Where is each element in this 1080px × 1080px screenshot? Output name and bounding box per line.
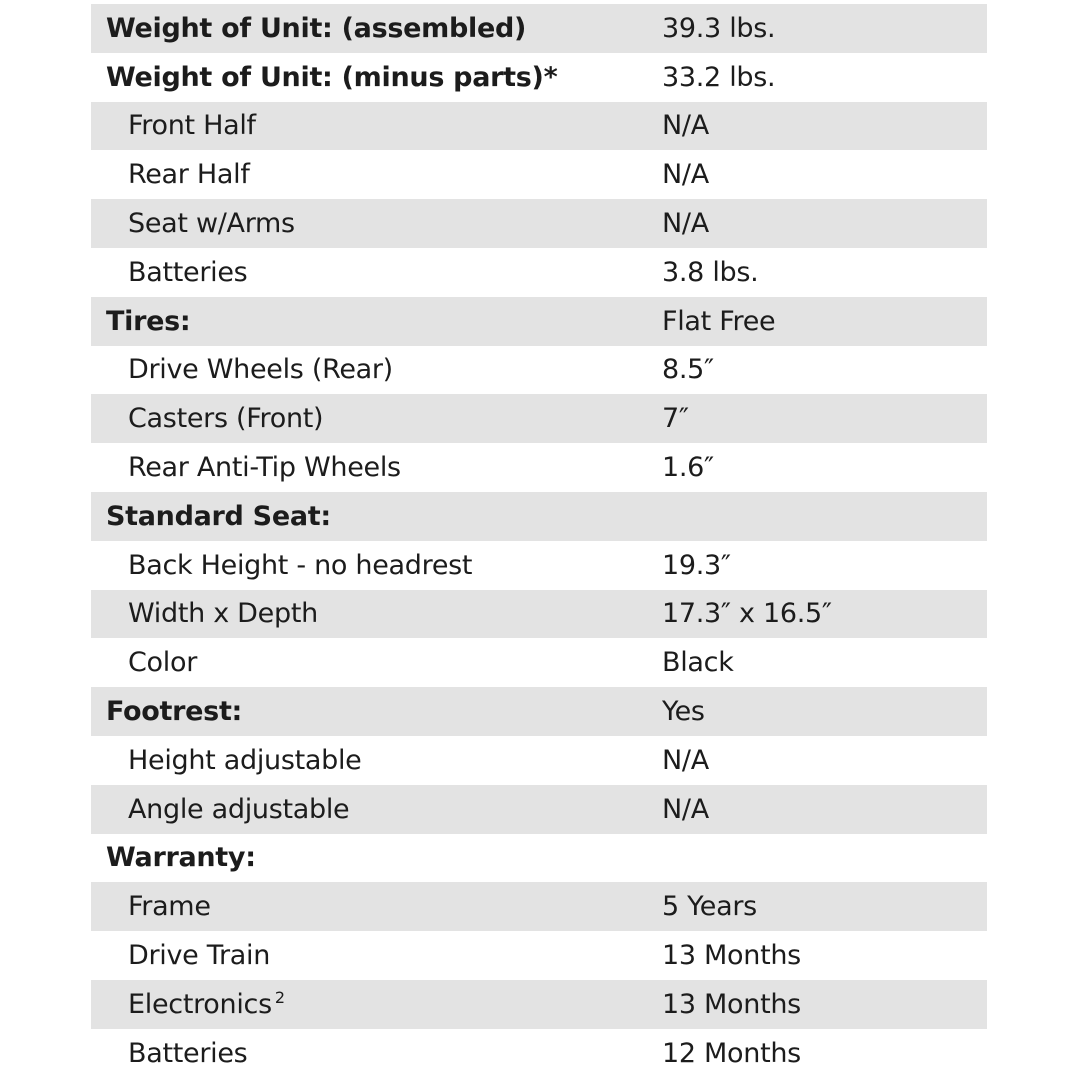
spec-row-weight-assembled: [91, 4, 987, 53]
spec-value: N/A: [662, 110, 709, 142]
spec-row-weight-minus-parts: [91, 53, 987, 102]
spec-label: Height adjustable: [128, 744, 362, 776]
spec-row-footrest: [91, 687, 987, 736]
spec-label: Warranty:: [106, 842, 256, 874]
footnote-marker: 2: [274, 988, 285, 1008]
spec-label: Width x Depth: [128, 598, 318, 630]
spec-row-seat-arms: [91, 199, 987, 248]
spec-label: Drive Wheels (Rear): [128, 354, 393, 386]
spec-value: 33.2 lbs.: [662, 61, 776, 93]
spec-row-electronics: [91, 980, 987, 1029]
spec-label: Batteries: [128, 1037, 248, 1069]
spec-row-anti-tip-wheels: [91, 443, 987, 492]
spec-row-height-adjustable: [91, 736, 987, 785]
spec-label: Front Half: [128, 110, 256, 142]
spec-row-drive-wheels: [91, 346, 987, 395]
spec-row-batteries-warranty: [91, 1029, 987, 1078]
spec-value: 7″: [662, 403, 689, 435]
spec-label: Color: [128, 647, 197, 679]
spec-value: Yes: [662, 696, 705, 728]
spec-row-back-height: [91, 541, 987, 590]
spec-row-standard-seat: [91, 492, 987, 541]
spec-row-rear-half: [91, 150, 987, 199]
spec-row-warranty: [91, 834, 987, 883]
spec-label: Tires:: [106, 305, 191, 337]
spec-row-drive-train: [91, 931, 987, 980]
spec-value: 3.8 lbs.: [662, 256, 759, 288]
spec-value: N/A: [662, 159, 709, 191]
spec-label: Rear Anti-Tip Wheels: [128, 452, 401, 484]
spec-value: Flat Free: [662, 305, 776, 337]
spec-value: 5 Years: [662, 891, 757, 923]
spec-label: Angle adjustable: [128, 793, 350, 825]
spec-value: 17.3″ x 16.5″: [662, 598, 832, 630]
spec-value: 12 Months: [662, 1037, 801, 1069]
spec-label: Weight of Unit: (assembled): [106, 12, 527, 44]
spec-row-casters: [91, 394, 987, 443]
spec-value: 39.3 lbs.: [662, 12, 776, 44]
spec-value: N/A: [662, 744, 709, 776]
spec-value: 1.6″: [662, 452, 714, 484]
spec-label: [91, 988, 662, 1020]
spec-label: Batteries: [128, 256, 248, 288]
spec-label: Weight of Unit: (minus parts)*: [106, 61, 558, 93]
spec-label: Rear Half: [128, 159, 250, 191]
spec-row-color: [91, 638, 987, 687]
spec-label-text: Electronics: [128, 989, 272, 1021]
spec-row-width-depth: [91, 590, 987, 639]
spec-row-frame: [91, 882, 987, 931]
spec-value: 13 Months: [662, 940, 801, 972]
spec-row-front-half: [91, 102, 987, 151]
spec-label: Casters (Front): [128, 403, 324, 435]
spec-label: Standard Seat:: [106, 500, 331, 532]
spec-row-batteries-weight: [91, 248, 987, 297]
spec-label: Footrest:: [106, 696, 243, 728]
spec-value: Black: [662, 647, 734, 679]
spec-value: 13 Months: [662, 988, 801, 1020]
spec-value: N/A: [662, 793, 709, 825]
spec-table: [91, 4, 987, 1078]
spec-row-tires: [91, 297, 987, 346]
spec-row-angle-adjustable: [91, 785, 987, 834]
spec-value: N/A: [662, 208, 709, 240]
spec-value: 19.3″: [662, 549, 731, 581]
spec-label: Seat w/Arms: [128, 208, 295, 240]
spec-label: Back Height - no headrest: [128, 549, 473, 581]
spec-value: 8.5″: [662, 354, 714, 386]
spec-label: Frame: [128, 891, 211, 923]
spec-label: Drive Train: [128, 940, 271, 972]
